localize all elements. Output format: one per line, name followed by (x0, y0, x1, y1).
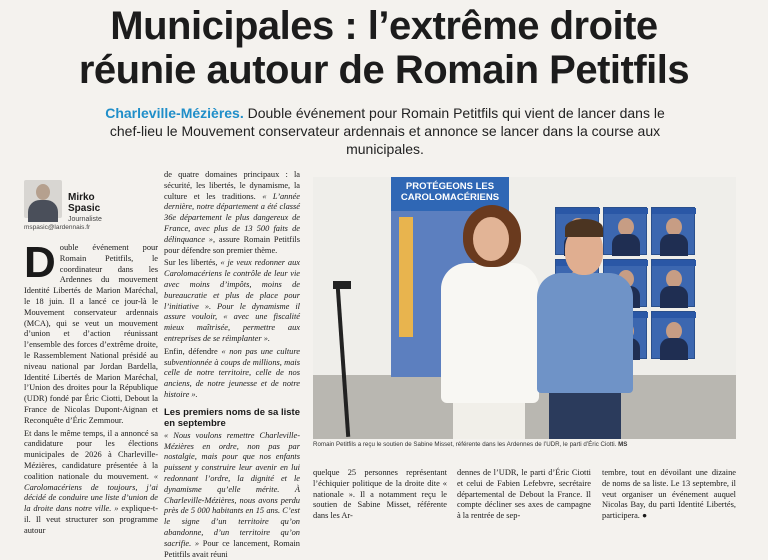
lead-paragraph (90, 104, 680, 158)
col2-quote-1: « L’année dernière, notre département a été classé 36e département le plus dangereux de France, avec plus de 13 500 faits de délinquance » (164, 191, 300, 244)
col1-quote: « Carolomacériens de toujours, j’ai décidé de conduire une liste d’union de la droite dans notre ville. » (24, 471, 158, 514)
poster-banner-line-2: CAROLOMACÉRIENS (400, 192, 500, 203)
col2-quote-4: « Nous voulons remettre Charleville-Mézières en ordre, non pas par nostalgie, mais pour que nos enfants puissent y construire leur avenir en lui redonnant l’ordre, la dignité et le dynamisme qu’elle mérite. À Charleville-Mézières, nous avons perdu près de 5 000 habitants en 15 ans. C’est le signe d’un territoire qu’on abandonne, d’un territoire qu’on sacrifie. » (164, 430, 300, 548)
article-column-4 (457, 468, 591, 530)
author-email: mspasic@lardennais.fr (24, 224, 91, 231)
article-column-3 (313, 468, 447, 530)
col5-paragraph: tembre, tout en dévoilant une dizaine de noms de sa liste. Le 13 septembre, il veut organiser un événement auquel Nicolas Bay, du parti Identité Libertés, participera. ● (602, 468, 736, 521)
photo-caption (313, 441, 736, 448)
article-photo (313, 177, 736, 439)
article-column-5 (602, 468, 736, 530)
col4-paragraph: dennes de l’UDR, le parti d’Éric Ciotti et celui de Fabien Lefebvre, secrétaire départemental de Debout la France. Il compte décliner ses axes de campagne à la rentrée de sep- (457, 468, 591, 521)
col2-paragraph-1: de quatre domaines principaux : la sécurité, les libertés, le dynamisme, la culture et les traditions. (164, 170, 300, 201)
col1-paragraph-3: explique-t-il. Il veut structurer son programme autour (24, 504, 158, 535)
author-role: Journaliste (68, 216, 102, 223)
headline-line-2: réunie autour de Romain Petitfils (78, 48, 690, 92)
lead-city: Charleville-Mézières. (105, 105, 244, 121)
author-avatar (24, 180, 62, 218)
author-name (68, 192, 158, 214)
photo-credit: MS (618, 441, 628, 448)
col1-paragraph-1: ouble événement pour Romain Petitfils, le coordinateur dans les Ardennes du mouvement Identité Libertés de Marion Maréchal, le 18 juin. Il a lancé ce jour-là le Mouvement conservateur ardennais (MCA), qui se veut un mouvement d’union et d’action réunissant l’ensemble des forces d’extrême droite, le Rassemblement National présidé au niveau national par Jordan Bardella, Identité Libertés de Marion Maréchal, l’Union des droites pour la République (UDR) fondé par Éric Ciotti, Debout la France de Nicolas Dupont-Aignan et Reconquête d’Éric Zemmour. (24, 243, 158, 425)
headline (0, 4, 768, 92)
drop-cap: D (24, 238, 56, 287)
headline-line-1: Municipales : l’extrême droite (110, 4, 658, 48)
caption-text: Romain Petitfils a reçu le soutien de Sabine Misset, référente dans les Ardennes de l’UDR, le parti d’Éric Ciotti. (313, 441, 617, 448)
col2-quote-2: « je veux redonner aux Carolomacériens le contrôle de leur vie avec moins d’impôts, moins de bureaucratie et plus de place pour l’initiative ». Pour le dynamisme il assure vouloir, « avec une fiscalité mieux maîtrisée, permettre aux entreprises de se réimplanter ». (164, 258, 300, 343)
col2-paragraph-5: Pour ce lancement, Romain Petitfils avait réuni (164, 538, 300, 559)
author-first-name: Mirko (68, 192, 95, 203)
article-column-2 (164, 170, 300, 559)
poster-banner-line-1: PROTÉGEONS LES (405, 181, 495, 192)
article-column-1 (24, 238, 158, 535)
col3-paragraph: quelque 25 personnes représentant l’échiquier politique de la droite dite « nationale ». Il a notamment reçu le soutien de Sabine Misset, référente dans les Ar- (313, 468, 447, 521)
col2-quote-3: « non pas une culture subventionnée à coups de millions, mais celle de notre territoire, celle de nos anciens, de notre jeunesse et de notre histoire ». (164, 346, 300, 399)
col2-paragraph-3: Sur les libertés, (164, 258, 218, 268)
article-subhead: Les premiers noms de sa liste en septembre (164, 406, 300, 429)
col2-paragraph-4: Enfin, défendre (164, 346, 218, 356)
author-last-name: Spasic (68, 203, 101, 214)
col1-paragraph-2: Et dans le même temps, il a annoncé sa candidature pour les élections municipales de 2026 à Charleville-Mézières, candidature présentée à la coalition nationale du mouvement. (24, 428, 158, 481)
col2-paragraph-2: , assure Romain Petitfils pour défendre son premier thème. (164, 234, 300, 255)
lead-text: Double événement pour Romain Petitfils qui vient de lancer dans le chef-lieu le Mouvement conservateur ardennais et annonce se lancer dans la course aux municipales. (109, 105, 665, 157)
person-man (537, 273, 633, 393)
person-woman (441, 263, 539, 403)
